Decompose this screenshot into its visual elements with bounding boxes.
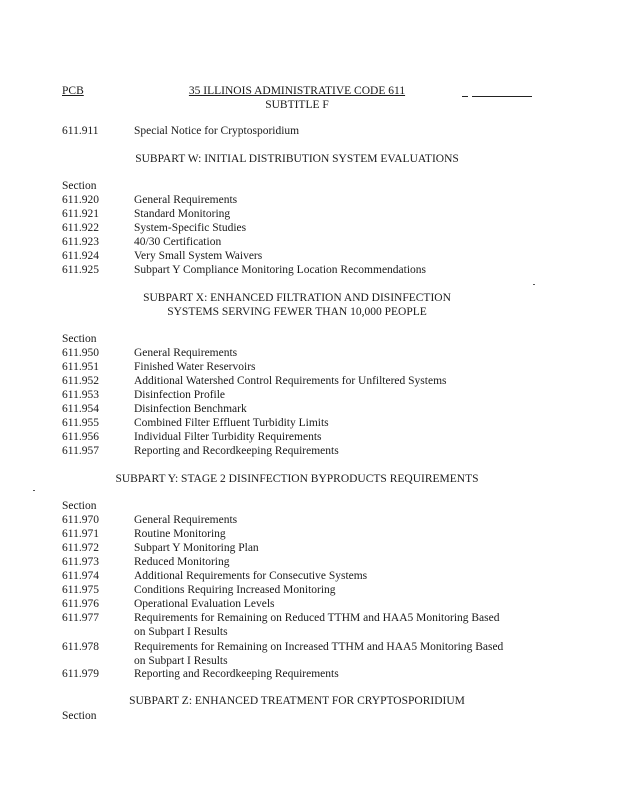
section-number: 611.950 [62, 347, 99, 359]
section-number: 611.921 [62, 208, 99, 220]
section-row [62, 249, 262, 263]
section-number: 611.975 [62, 584, 99, 596]
section-row [62, 611, 500, 638]
section-number: 611.925 [62, 264, 99, 276]
section-number: 611.956 [62, 431, 99, 443]
section-number: 611.970 [62, 514, 99, 526]
section-title: Conditions Requiring Increased Monitoring [134, 584, 336, 596]
section-title: Additional Requirements for Consecutive Systems [134, 570, 368, 582]
section-title: General Requirements [134, 514, 238, 526]
section-number: 611.972 [62, 542, 99, 554]
section-number: 611.923 [62, 236, 99, 248]
header-dash [462, 96, 468, 97]
section-title: General Requirements [134, 347, 238, 359]
section-number: 611.922 [62, 222, 99, 234]
section-row [62, 430, 322, 444]
section-number: 611.953 [62, 389, 99, 401]
section-title: General Requirements [134, 194, 238, 206]
section-number: 611.957 [62, 445, 99, 457]
subpart-z-heading: SUBPART Z: ENHANCED TREATMENT FOR CRYPTOSPORIDIUM [129, 695, 465, 707]
section-title: Routine Monitoring [134, 528, 226, 540]
section-title: Subpart Y Compliance Monitoring Location Recommendations [134, 264, 427, 276]
section-number: 611.924 [62, 250, 99, 262]
section-number: 611.951 [62, 361, 99, 373]
section-title: Additional Watershed Control Requirements for Unfiltered Systems [134, 375, 447, 387]
section-row [62, 555, 230, 569]
section-row [62, 124, 299, 138]
section-label: Section [62, 710, 97, 722]
section-number: 611.954 [62, 403, 99, 415]
section-title: Disinfection Benchmark [134, 403, 247, 415]
section-label: Section [62, 333, 97, 345]
section-title: Standard Monitoring [134, 208, 231, 220]
section-title: Individual Filter Turbidity Requirements [134, 431, 322, 443]
section-title: Requirements for Remaining on Reduced TTHM and HAA5 Monitoring Based [134, 612, 500, 624]
section-title: Reduced Monitoring [134, 556, 230, 568]
scan-speck [33, 490, 35, 491]
scan-speck [533, 284, 535, 285]
section-row [62, 416, 329, 430]
section-row [62, 235, 221, 249]
section-label: Section [62, 500, 97, 512]
section-row [62, 388, 225, 402]
section-title-continued: on Subpart I Results [134, 655, 228, 667]
section-row [62, 402, 247, 416]
header-rule [472, 96, 532, 97]
section-row [62, 527, 226, 541]
section-title: Reporting and Recordkeeping Requirements [134, 445, 339, 457]
section-row [62, 597, 275, 611]
subpart-x-heading: SUBPART X: ENHANCED FILTRATION AND DISINFECTION SYSTEMS SERVING FEWER THAN 10,000 PEOPLE [143, 292, 451, 318]
subpart-w-heading: SUBPART W: INITIAL DISTRIBUTION SYSTEM EVALUATIONS [135, 153, 459, 165]
header-title [62, 84, 532, 112]
section-row [62, 513, 237, 527]
section-title: Requirements for Remaining on Increased TTHM and HAA5 Monitoring Based [134, 641, 504, 653]
section-row [62, 221, 246, 235]
section-title: Finished Water Reservoirs [134, 361, 256, 373]
section-number: 611.979 [62, 668, 99, 680]
section-title: Operational Evaluation Levels [134, 598, 275, 610]
section-row [62, 360, 256, 374]
header-code-title: 35 ILLINOIS ADMINISTRATIVE CODE 611 [188, 85, 406, 97]
section-number: 611.911 [62, 125, 99, 137]
section-number: 611.974 [62, 570, 99, 582]
section-number: 611.952 [62, 375, 99, 387]
section-title-continued: on Subpart I Results [134, 626, 228, 638]
section-row [62, 346, 237, 360]
section-number: 611.920 [62, 194, 99, 206]
section-label: Section [62, 180, 97, 192]
section-title: 40/30 Certification [134, 236, 222, 248]
section-number: 611.955 [62, 417, 99, 429]
header-agency: PCB [62, 85, 84, 97]
section-number: 611.978 [62, 641, 99, 653]
section-number: 611.971 [62, 528, 99, 540]
subpart-y-heading: SUBPART Y: STAGE 2 DISINFECTION BYPRODUCTS REQUIREMENTS [115, 473, 479, 485]
section-title: Subpart Y Monitoring Plan [134, 542, 259, 554]
section-row [62, 667, 339, 681]
section-row [62, 583, 336, 597]
section-row [62, 207, 230, 221]
section-number: 611.973 [62, 556, 99, 568]
section-row [62, 444, 339, 458]
section-row [62, 374, 447, 388]
section-row [62, 569, 367, 583]
section-title: Combined Filter Effluent Turbidity Limits [134, 417, 329, 429]
section-title: Special Notice for Cryptosporidium [134, 125, 300, 137]
section-title: System-Specific Studies [134, 222, 247, 234]
section-row [62, 640, 504, 667]
header-subtitle: SUBTITLE F [265, 99, 329, 111]
page-header [62, 84, 532, 114]
section-number: 611.977 [62, 612, 99, 624]
section-row [62, 541, 259, 555]
section-title: Very Small System Waivers [134, 250, 263, 262]
section-number: 611.976 [62, 598, 99, 610]
section-row [62, 263, 426, 277]
section-title: Reporting and Recordkeeping Requirements [134, 668, 339, 680]
section-row [62, 193, 237, 207]
section-title: Disinfection Profile [134, 389, 226, 401]
